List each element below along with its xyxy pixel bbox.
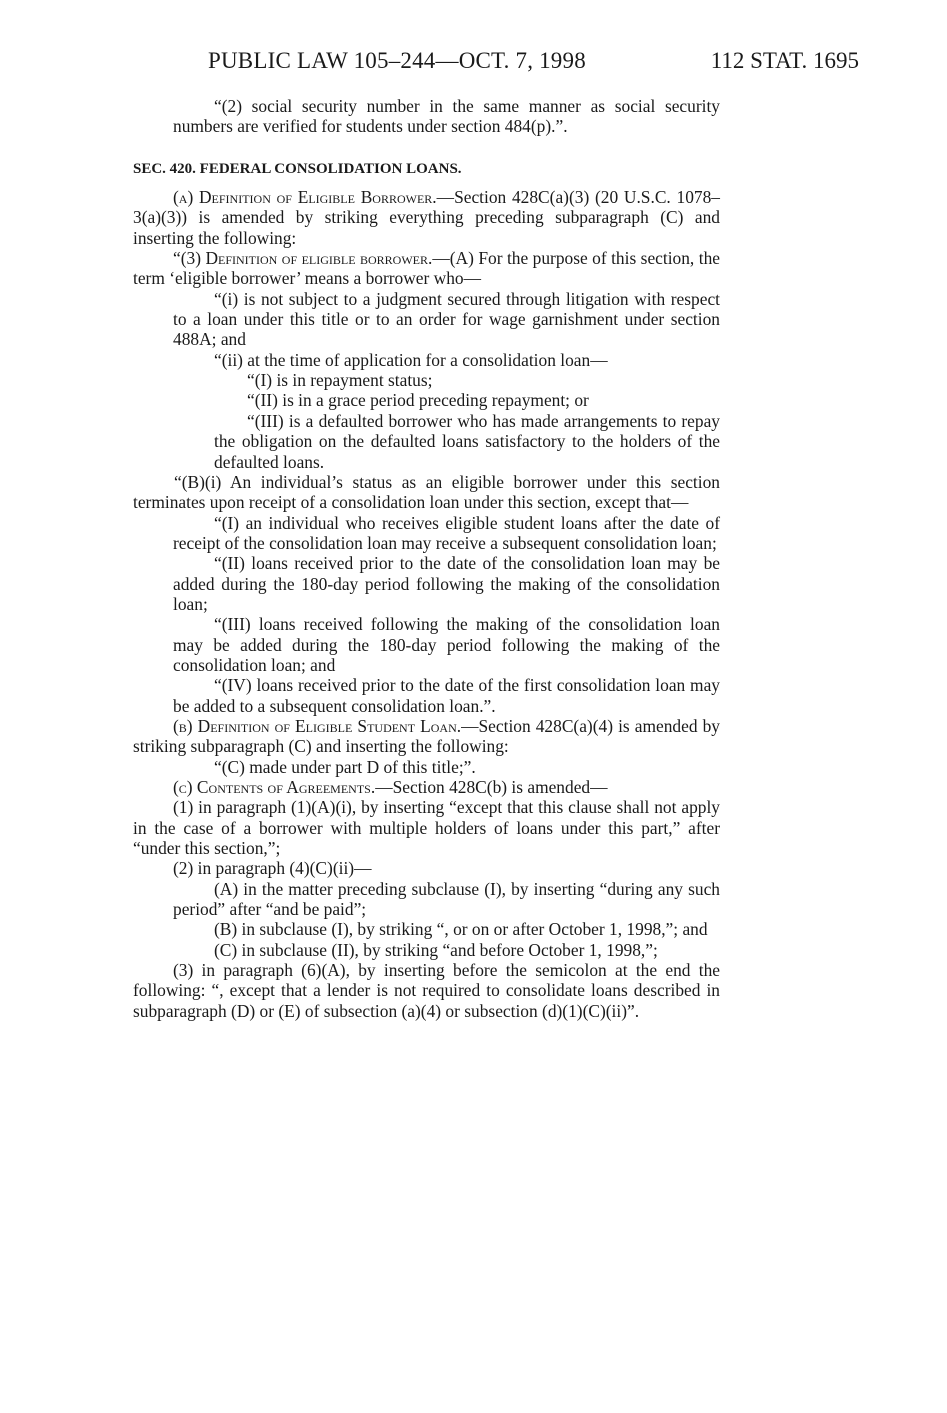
paragraph-heading: “(3) Definition of eligible borrower.: [173, 248, 433, 269]
subclause: “(III) is a defaulted borrower who has made arrangements to repay the obligation on the defaulted loans satisfactory to the holders of the defaulted loans.: [214, 410, 720, 472]
paragraph: (b) Definition of Eligible Student Loan.—Section 428C(a)(4) is amended by striking subparagraph (C) and inserting the following:: [133, 715, 721, 757]
clause: “(ii) at the time of application for a consolidation loan—: [214, 349, 608, 370]
clause: “(C) made under part D of this title;”.: [214, 756, 476, 777]
subclause: “(II) is in a grace period preceding repayment; or: [247, 390, 589, 411]
paragraph: “(3) Definition of eligible borrower.—(A) For the purpose of this section, the term ‘eligible borrower’ means a borrower who—: [133, 248, 720, 289]
clause: “(B)(i) An individual’s status as an eligible borrower under this section terminates upon receipt of a consolidation loan under this section, except that—: [133, 471, 720, 513]
paragraph: (2) in paragraph (4)(C)(ii)—: [173, 858, 372, 879]
subsection-heading: (c) Contents of Agreements.: [173, 777, 376, 797]
subsection-heading: (a) Definition of Eligible Borrower.: [173, 187, 437, 208]
paragraph: (1) in paragraph (1)(A)(i), by inserting “except that this clause shall not apply in the case of a borrower with multiple holders of loans under this part,” after “under this section,”;: [133, 797, 720, 859]
subsection-heading: (b) Definition of Eligible Student Loan.: [173, 715, 462, 736]
paragraph: (c) Contents of Agreements.—Section 428C(b) is amended—: [173, 777, 608, 797]
subclause: “(II) loans received prior to the date of the consolidation loan may be added during the 180-day period following the making of the consolidation loan;: [173, 553, 720, 614]
subclause: “(I) an individual who receives eligible student loans after the date of receipt of the consolidation loan may receive a subsequent consolidation loan;: [173, 512, 720, 553]
subclause: “(I) is in repayment status;: [247, 370, 433, 391]
clause: (B) in subclause (I), by striking “, or on or after October 1, 1998,”; and: [214, 919, 708, 940]
subclause: “(IV) loans received prior to the date of the first consolidation loan may be added to a subsequent consolidation loan.”.: [173, 675, 720, 716]
section-heading: SEC. 420. FEDERAL CONSOLIDATION LOANS.: [133, 160, 462, 177]
clause: “(i) is not subject to a judgment secured through litigation with respect to a loan under this title or to an order for wage garnishment under section 488A; and: [173, 288, 720, 350]
subclause: “(III) loans received following the making of the consolidation loan may be added during the 180-day period following the making of the consolidation loan; and: [173, 614, 720, 675]
paragraph: (a) Definition of Eligible Borrower.—Section 428C(a)(3) (20 U.S.C. 1078–3(a)(3)) is amended by striking everything preceding subparagraph (C) and inserting the following:: [133, 187, 720, 248]
clause: (C) in subclause (II), by striking “and before October 1, 1998,”;: [214, 939, 658, 960]
paragraph: “(2) social security number in the same manner as social security numbers are verified for students under section 484(p).”.: [173, 96, 720, 137]
clause: (A) in the matter preceding subclause (I), by inserting “during any such period” after “and be paid”;: [173, 878, 720, 920]
page-body: [133, 96, 720, 1021]
paragraph: (3) in paragraph (6)(A), by inserting before the semicolon at the end the following: “, except that a lender is not required to consolidate loans described in subparagraph (D) or (E) of subsection (a)(4) or subsection (d)(1)(C)(ii)”.: [133, 960, 720, 1021]
running-header-stat: 112 STAT. 1695: [710, 48, 859, 73]
running-header-title: PUBLIC LAW 105–244—OCT. 7, 1998: [208, 48, 586, 73]
